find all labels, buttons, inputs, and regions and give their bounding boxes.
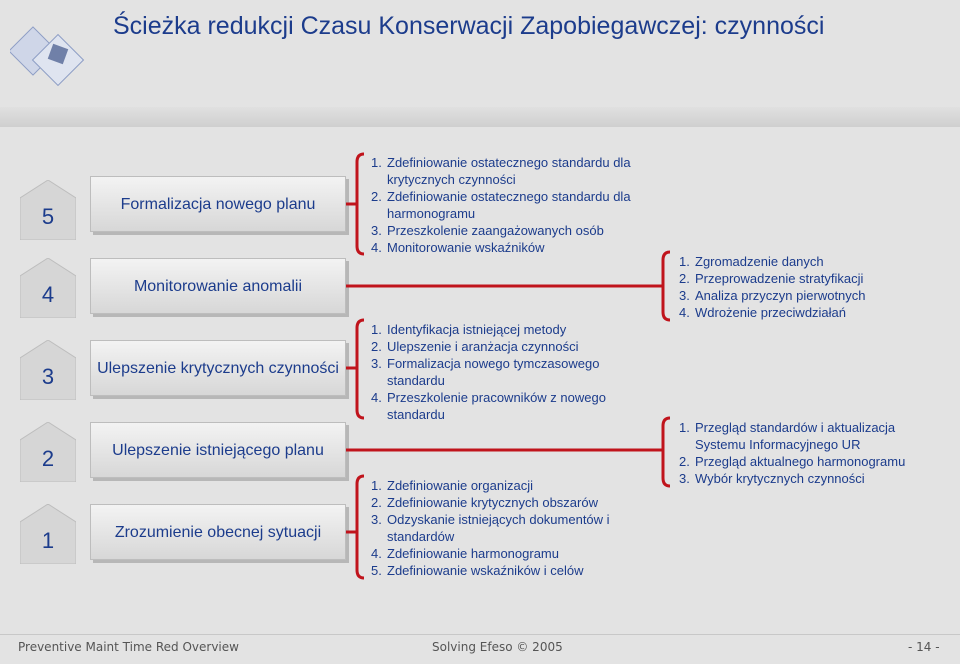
list-item: 3. Formalizacja nowego tymczasowego standardu [371,356,600,388]
list-item: 3. Przeszkolenie zaangażowanych osób [371,223,604,238]
step4-actions-list [679,253,929,321]
step-box-3: Ulepszenie krytycznych czynności [90,340,346,396]
list-item: 2. Zdefiniowanie ostatecznego standardu dla harmonogramu [371,189,631,221]
step-box-5: Formalizacja nowego planu [90,176,346,232]
footer-left: Preventive Maint Time Red Overview [18,640,239,654]
step5-actions-list [371,154,661,256]
step3-actions-list [371,321,651,423]
footer-page-number: - 14 - [908,640,940,654]
list-item: 3. Analiza przyczyn pierwotnych [679,288,866,303]
step-number-3: 3 [20,340,76,400]
list-item: 4. Przeszkolenie pracowników z nowego standardu [371,390,606,422]
step-number-2: 2 [20,422,76,482]
list-item: 1. Zgromadzenie danych [679,254,824,269]
list-item: 4. Monitorowanie wskaźników [371,240,545,255]
step-number-5: 5 [20,180,76,240]
list-item: 2. Przeprowadzenie stratyfikacji [679,271,864,286]
list-item: 4. Wdrożenie przeciwdziałań [679,305,847,320]
list-item: 2. Ulepszenie i aranżacja czynności [371,339,579,354]
footer-center: Solving Efeso © 2005 [432,640,563,654]
step-number-1: 1 [20,504,76,564]
page-title: Ścieżka redukcji Czasu Konserwacji Zapobiegawczej: czynności [113,12,825,40]
list-item: 1. Identyfikacja istniejącej metody [371,322,567,337]
footer-divider [0,634,960,635]
step-box-1: Zrozumienie obecnej sytuacji [90,504,346,560]
list-item: 1. Zdefiniowanie organizacji [371,478,533,493]
step-number-4: 4 [20,258,76,318]
step-box-2: Ulepszenie istniejącego planu [90,422,346,478]
company-logo [10,20,98,90]
list-item: 1. Zdefiniowanie ostatecznego standardu dla krytycznych czynności [371,155,631,187]
list-item: 2. Zdefiniowanie krytycznych obszarów [371,495,598,510]
list-item: 3. Odzyskanie istniejących dokumentów i standardów [371,512,610,544]
list-item: 2. Przegląd aktualnego harmonogramu [679,454,906,469]
step1-actions-list [371,477,661,579]
list-item: 4. Zdefiniowanie harmonogramu [371,546,559,561]
header-band [0,107,960,127]
step-box-4: Monitorowanie anomalii [90,258,346,314]
list-item: 5. Zdefiniowanie wskaźników i celów [371,563,584,578]
list-item: 1. Przegląd standardów i aktualizacja Systemu Informacyjnego UR [679,420,896,452]
list-item: 3. Wybór krytycznych czynności [679,471,865,486]
step2-actions-list [679,419,929,487]
